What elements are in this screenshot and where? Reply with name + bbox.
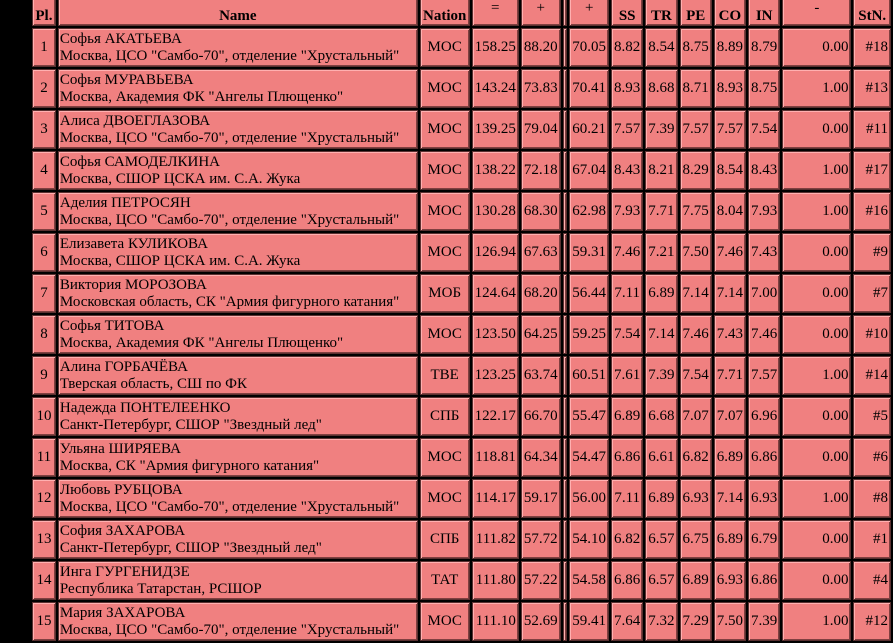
skater-club: Москва, СШОР ЦСКА им. С.А. Жука bbox=[59, 252, 301, 269]
cell-deductions: 0.00 bbox=[782, 438, 851, 477]
skater-club: Москва, ЦСО "Самбо-70", отделение "Хрустальный" bbox=[59, 621, 400, 638]
cell-short-program: 63.74 bbox=[521, 356, 561, 395]
cell-ss: 8.43 bbox=[611, 151, 643, 190]
cell-start-number: #12 bbox=[853, 602, 891, 641]
skater-name: Аделия ПЕТРОСЯН bbox=[59, 194, 191, 211]
cell-total: 158.25 bbox=[472, 28, 519, 67]
cell-co: 7.07 bbox=[714, 397, 746, 436]
cell-place: 12 bbox=[32, 479, 56, 518]
cell-name bbox=[58, 192, 418, 231]
cell-co: 6.89 bbox=[714, 438, 746, 477]
cell-in: 7.46 bbox=[748, 315, 780, 354]
cell-free-program: 54.47 bbox=[569, 438, 609, 477]
cell-deductions: 1.00 bbox=[782, 151, 851, 190]
cell-in: 7.54 bbox=[748, 110, 780, 149]
cell-free-program: 60.21 bbox=[569, 110, 609, 149]
cell-place: 13 bbox=[32, 520, 56, 559]
cell-place: 1 bbox=[32, 28, 56, 67]
cell-co: 7.14 bbox=[714, 479, 746, 518]
cell-spacer bbox=[563, 520, 568, 559]
table-row bbox=[32, 233, 891, 272]
cell-in: 8.75 bbox=[748, 69, 780, 108]
cell-place: 6 bbox=[32, 233, 56, 272]
cell-place: 15 bbox=[32, 602, 56, 641]
cell-name bbox=[58, 274, 418, 313]
cell-place: 9 bbox=[32, 356, 56, 395]
results-table bbox=[30, 0, 893, 643]
cell-co: 8.54 bbox=[714, 151, 746, 190]
cell-in: 8.43 bbox=[748, 151, 780, 190]
cell-pe: 8.75 bbox=[680, 28, 712, 67]
cell-start-number: #9 bbox=[853, 233, 891, 272]
skater-name: Любовь РУБЦОВА bbox=[59, 481, 183, 498]
cell-deductions: 1.00 bbox=[782, 602, 851, 641]
table-row bbox=[32, 520, 891, 559]
cell-nation: МОС bbox=[420, 479, 470, 518]
cell-place: 11 bbox=[32, 438, 56, 477]
cell-deductions: 0.00 bbox=[782, 110, 851, 149]
cell-name bbox=[58, 151, 418, 190]
cell-free-program: 56.44 bbox=[569, 274, 609, 313]
cell-spacer bbox=[563, 397, 568, 436]
cell-start-number: #14 bbox=[853, 356, 891, 395]
cell-total: 123.25 bbox=[472, 356, 519, 395]
cell-spacer bbox=[563, 602, 568, 641]
cell-spacer bbox=[563, 110, 568, 149]
skater-club: Санкт-Петербург, СШОР "Звездный лед" bbox=[59, 539, 322, 556]
cell-start-number: #5 bbox=[853, 397, 891, 436]
cell-name bbox=[58, 233, 418, 272]
cell-nation: ТАТ bbox=[420, 561, 470, 600]
cell-pe: 7.46 bbox=[680, 315, 712, 354]
cell-deductions: 0.00 bbox=[782, 28, 851, 67]
cell-in: 6.96 bbox=[748, 397, 780, 436]
header-co: CO bbox=[714, 0, 746, 26]
cell-name bbox=[58, 561, 418, 600]
cell-pe: 8.29 bbox=[680, 151, 712, 190]
header-in: IN bbox=[748, 0, 780, 26]
skater-name: Ульяна ШИРЯЕВА bbox=[59, 440, 181, 457]
table-row bbox=[32, 274, 891, 313]
cell-deductions: 0.00 bbox=[782, 315, 851, 354]
header-fs-plus: + bbox=[569, 0, 609, 26]
header-nation: Nation bbox=[420, 0, 470, 26]
cell-ss: 8.82 bbox=[611, 28, 643, 67]
cell-start-number: #6 bbox=[853, 438, 891, 477]
cell-short-program: 57.72 bbox=[521, 520, 561, 559]
skater-name: Виктория МОРОЗОВА bbox=[59, 276, 207, 293]
cell-free-program: 59.41 bbox=[569, 602, 609, 641]
cell-short-program: 67.63 bbox=[521, 233, 561, 272]
cell-pe: 7.57 bbox=[680, 110, 712, 149]
cell-short-program: 73.83 bbox=[521, 69, 561, 108]
cell-ss: 7.54 bbox=[611, 315, 643, 354]
skater-club: Московская область, СК "Армия фигурного катания" bbox=[59, 293, 400, 310]
cell-short-program: 64.25 bbox=[521, 315, 561, 354]
cell-deductions: 1.00 bbox=[782, 356, 851, 395]
cell-place: 7 bbox=[32, 274, 56, 313]
cell-name bbox=[58, 69, 418, 108]
skater-name: Елизавета КУЛИКОВА bbox=[59, 235, 208, 252]
header-total: = bbox=[472, 0, 519, 26]
cell-tr: 6.57 bbox=[645, 520, 677, 559]
table-row bbox=[32, 479, 891, 518]
cell-nation: СПБ bbox=[420, 520, 470, 559]
cell-spacer bbox=[563, 28, 568, 67]
skater-club: Москва, ЦСО "Самбо-70", отделение "Хрустальный" bbox=[59, 129, 400, 146]
cell-ss: 7.64 bbox=[611, 602, 643, 641]
cell-ss: 8.93 bbox=[611, 69, 643, 108]
cell-tr: 7.14 bbox=[645, 315, 677, 354]
cell-name bbox=[58, 520, 418, 559]
cell-place: 10 bbox=[32, 397, 56, 436]
cell-place: 3 bbox=[32, 110, 56, 149]
cell-tr: 8.54 bbox=[645, 28, 677, 67]
cell-name bbox=[58, 479, 418, 518]
cell-tr: 7.32 bbox=[645, 602, 677, 641]
table-row bbox=[32, 110, 891, 149]
cell-spacer bbox=[563, 192, 568, 231]
cell-free-program: 67.04 bbox=[569, 151, 609, 190]
cell-pe: 7.50 bbox=[680, 233, 712, 272]
table-row bbox=[32, 561, 891, 600]
table-row bbox=[32, 28, 891, 67]
cell-pe: 7.14 bbox=[680, 274, 712, 313]
cell-co: 8.89 bbox=[714, 28, 746, 67]
cell-total: 126.94 bbox=[472, 233, 519, 272]
header-place: Pl. bbox=[32, 0, 56, 26]
cell-co: 7.57 bbox=[714, 110, 746, 149]
cell-start-number: #13 bbox=[853, 69, 891, 108]
cell-in: 6.93 bbox=[748, 479, 780, 518]
cell-tr: 7.71 bbox=[645, 192, 677, 231]
cell-short-program: 72.18 bbox=[521, 151, 561, 190]
cell-total: 123.50 bbox=[472, 315, 519, 354]
skater-name: София ЗАХАРОВА bbox=[59, 522, 186, 539]
cell-nation: ТВЕ bbox=[420, 356, 470, 395]
cell-ss: 7.11 bbox=[611, 274, 643, 313]
cell-start-number: #16 bbox=[853, 192, 891, 231]
skater-name: Софья АКАТЬЕВА bbox=[59, 30, 182, 47]
cell-in: 7.00 bbox=[748, 274, 780, 313]
skater-club: Москва, СК "Армия фигурного катания" bbox=[59, 457, 320, 474]
cell-name bbox=[58, 315, 418, 354]
cell-in: 6.86 bbox=[748, 438, 780, 477]
header-sp-plus: + bbox=[521, 0, 561, 26]
cell-free-program: 60.51 bbox=[569, 356, 609, 395]
cell-co: 7.50 bbox=[714, 602, 746, 641]
cell-spacer bbox=[563, 479, 568, 518]
cell-pe: 7.29 bbox=[680, 602, 712, 641]
cell-free-program: 70.05 bbox=[569, 28, 609, 67]
cell-nation: МОС bbox=[420, 438, 470, 477]
cell-total: 143.24 bbox=[472, 69, 519, 108]
header-spacer bbox=[563, 0, 568, 26]
cell-spacer bbox=[563, 233, 568, 272]
skater-club: Москва, Академия ФК "Ангелы Плющенко" bbox=[59, 334, 344, 351]
cell-place: 2 bbox=[32, 69, 56, 108]
skater-name: Мария ЗАХАРОВА bbox=[59, 604, 186, 621]
cell-total: 139.25 bbox=[472, 110, 519, 149]
cell-place: 5 bbox=[32, 192, 56, 231]
cell-spacer bbox=[563, 69, 568, 108]
cell-ss: 7.61 bbox=[611, 356, 643, 395]
table-row bbox=[32, 356, 891, 395]
cell-co: 8.04 bbox=[714, 192, 746, 231]
cell-total: 118.81 bbox=[472, 438, 519, 477]
skater-club: Москва, ЦСО "Самбо-70", отделение "Хрустальный" bbox=[59, 47, 400, 64]
cell-ss: 7.57 bbox=[611, 110, 643, 149]
cell-spacer bbox=[563, 315, 568, 354]
cell-pe: 6.82 bbox=[680, 438, 712, 477]
cell-short-program: 68.20 bbox=[521, 274, 561, 313]
cell-co: 7.46 bbox=[714, 233, 746, 272]
cell-ss: 7.46 bbox=[611, 233, 643, 272]
cell-pe: 6.93 bbox=[680, 479, 712, 518]
cell-nation: СПБ bbox=[420, 397, 470, 436]
cell-deductions: 1.00 bbox=[782, 192, 851, 231]
header-deductions: - bbox=[782, 0, 851, 26]
cell-name bbox=[58, 28, 418, 67]
cell-short-program: 88.20 bbox=[521, 28, 561, 67]
cell-name bbox=[58, 356, 418, 395]
cell-free-program: 59.25 bbox=[569, 315, 609, 354]
cell-free-program: 54.58 bbox=[569, 561, 609, 600]
cell-start-number: #4 bbox=[853, 561, 891, 600]
cell-pe: 6.89 bbox=[680, 561, 712, 600]
cell-co: 6.93 bbox=[714, 561, 746, 600]
cell-total: 114.17 bbox=[472, 479, 519, 518]
cell-nation: МОС bbox=[420, 602, 470, 641]
cell-co: 7.14 bbox=[714, 274, 746, 313]
cell-tr: 8.68 bbox=[645, 69, 677, 108]
skater-name: Надежда ПОНТЕЛЕЕНКО bbox=[59, 399, 231, 416]
cell-short-program: 57.22 bbox=[521, 561, 561, 600]
cell-start-number: #8 bbox=[853, 479, 891, 518]
cell-start-number: #1 bbox=[853, 520, 891, 559]
cell-tr: 6.89 bbox=[645, 479, 677, 518]
cell-deductions: 1.00 bbox=[782, 69, 851, 108]
cell-tr: 7.39 bbox=[645, 110, 677, 149]
cell-total: 130.28 bbox=[472, 192, 519, 231]
cell-total: 111.80 bbox=[472, 561, 519, 600]
cell-in: 8.79 bbox=[748, 28, 780, 67]
cell-free-program: 56.00 bbox=[569, 479, 609, 518]
cell-in: 7.43 bbox=[748, 233, 780, 272]
header-tr: TR bbox=[645, 0, 677, 26]
cell-ss: 7.93 bbox=[611, 192, 643, 231]
skater-club: Санкт-Петербург, СШОР "Звездный лед" bbox=[59, 416, 322, 433]
header-start-number: StN. bbox=[853, 0, 891, 26]
skater-club: Москва, СШОР ЦСКА им. С.А. Жука bbox=[59, 170, 301, 187]
cell-name bbox=[58, 438, 418, 477]
cell-tr: 6.68 bbox=[645, 397, 677, 436]
cell-total: 111.10 bbox=[472, 602, 519, 641]
skater-name: Алина ГОРБАЧЁВА bbox=[59, 358, 188, 375]
cell-name bbox=[58, 397, 418, 436]
skater-club: Москва, Академия ФК "Ангелы Плющенко" bbox=[59, 88, 344, 105]
cell-nation: МОС bbox=[420, 192, 470, 231]
cell-ss: 6.89 bbox=[611, 397, 643, 436]
table-row bbox=[32, 438, 891, 477]
header-name: Name bbox=[58, 0, 418, 26]
cell-short-program: 52.69 bbox=[521, 602, 561, 641]
cell-pe: 6.75 bbox=[680, 520, 712, 559]
cell-tr: 6.61 bbox=[645, 438, 677, 477]
cell-deductions: 1.00 bbox=[782, 479, 851, 518]
cell-deductions: 0.00 bbox=[782, 274, 851, 313]
cell-name bbox=[58, 110, 418, 149]
cell-place: 14 bbox=[32, 561, 56, 600]
cell-tr: 7.21 bbox=[645, 233, 677, 272]
cell-nation: МОС bbox=[420, 233, 470, 272]
cell-tr: 7.39 bbox=[645, 356, 677, 395]
table-row bbox=[32, 192, 891, 231]
cell-start-number: #7 bbox=[853, 274, 891, 313]
cell-in: 6.79 bbox=[748, 520, 780, 559]
header-row bbox=[32, 0, 891, 26]
cell-nation: МОБ bbox=[420, 274, 470, 313]
cell-short-program: 64.34 bbox=[521, 438, 561, 477]
cell-name bbox=[58, 602, 418, 641]
cell-total: 111.82 bbox=[472, 520, 519, 559]
cell-place: 8 bbox=[32, 315, 56, 354]
cell-nation: МОС bbox=[420, 151, 470, 190]
skater-club: Тверская область, СШ по ФК bbox=[59, 375, 247, 392]
results-body bbox=[32, 28, 891, 641]
cell-short-program: 59.17 bbox=[521, 479, 561, 518]
cell-in: 7.39 bbox=[748, 602, 780, 641]
cell-tr: 6.57 bbox=[645, 561, 677, 600]
cell-short-program: 79.04 bbox=[521, 110, 561, 149]
cell-short-program: 68.30 bbox=[521, 192, 561, 231]
cell-deductions: 0.00 bbox=[782, 520, 851, 559]
cell-spacer bbox=[563, 151, 568, 190]
cell-free-program: 55.47 bbox=[569, 397, 609, 436]
cell-ss: 6.86 bbox=[611, 438, 643, 477]
cell-in: 6.86 bbox=[748, 561, 780, 600]
cell-total: 122.17 bbox=[472, 397, 519, 436]
cell-nation: МОС bbox=[420, 69, 470, 108]
skater-club: Республика Татарстан, РСШОР bbox=[59, 580, 262, 597]
cell-ss: 6.86 bbox=[611, 561, 643, 600]
cell-total: 138.22 bbox=[472, 151, 519, 190]
cell-spacer bbox=[563, 561, 568, 600]
cell-free-program: 62.98 bbox=[569, 192, 609, 231]
skater-name: Алиса ДВОЕГЛАЗОВА bbox=[59, 112, 211, 129]
skater-name: Софья ТИТОВА bbox=[59, 317, 165, 334]
cell-co: 6.89 bbox=[714, 520, 746, 559]
cell-in: 7.57 bbox=[748, 356, 780, 395]
cell-free-program: 70.41 bbox=[569, 69, 609, 108]
cell-deductions: 0.00 bbox=[782, 561, 851, 600]
cell-in: 7.93 bbox=[748, 192, 780, 231]
cell-short-program: 66.70 bbox=[521, 397, 561, 436]
cell-start-number: #11 bbox=[853, 110, 891, 149]
cell-co: 7.71 bbox=[714, 356, 746, 395]
cell-place: 4 bbox=[32, 151, 56, 190]
table-row bbox=[32, 602, 891, 641]
skater-name: Софья САМОДЕЛКИНА bbox=[59, 153, 220, 170]
cell-nation: МОС bbox=[420, 28, 470, 67]
skater-name: Софья МУРАВЬЕВА bbox=[59, 71, 194, 88]
cell-free-program: 54.10 bbox=[569, 520, 609, 559]
header-pe: PE bbox=[680, 0, 712, 26]
cell-co: 8.93 bbox=[714, 69, 746, 108]
cell-tr: 6.89 bbox=[645, 274, 677, 313]
cell-pe: 7.54 bbox=[680, 356, 712, 395]
cell-deductions: 0.00 bbox=[782, 233, 851, 272]
cell-nation: МОС bbox=[420, 315, 470, 354]
table-row bbox=[32, 69, 891, 108]
cell-tr: 8.21 bbox=[645, 151, 677, 190]
cell-free-program: 59.31 bbox=[569, 233, 609, 272]
cell-start-number: #10 bbox=[853, 315, 891, 354]
skater-name: Инга ГУРГЕНИДЗЕ bbox=[59, 563, 190, 580]
cell-nation: МОС bbox=[420, 110, 470, 149]
table-row bbox=[32, 315, 891, 354]
cell-ss: 7.11 bbox=[611, 479, 643, 518]
cell-deductions: 0.00 bbox=[782, 397, 851, 436]
cell-spacer bbox=[563, 356, 568, 395]
skater-club: Москва, ЦСО "Самбо-70", отделение "Хрустальный" bbox=[59, 211, 400, 228]
table-row bbox=[32, 397, 891, 436]
cell-pe: 8.71 bbox=[680, 69, 712, 108]
cell-ss: 6.82 bbox=[611, 520, 643, 559]
cell-pe: 7.75 bbox=[680, 192, 712, 231]
cell-co: 7.43 bbox=[714, 315, 746, 354]
header-ss: SS bbox=[611, 0, 643, 26]
skater-club: Москва, ЦСО "Самбо-70", отделение "Хрустальный" bbox=[59, 498, 400, 515]
cell-total: 124.64 bbox=[472, 274, 519, 313]
cell-pe: 7.07 bbox=[680, 397, 712, 436]
cell-start-number: #17 bbox=[853, 151, 891, 190]
table-row bbox=[32, 151, 891, 190]
cell-spacer bbox=[563, 274, 568, 313]
cell-start-number: #18 bbox=[853, 28, 891, 67]
cell-spacer bbox=[563, 438, 568, 477]
